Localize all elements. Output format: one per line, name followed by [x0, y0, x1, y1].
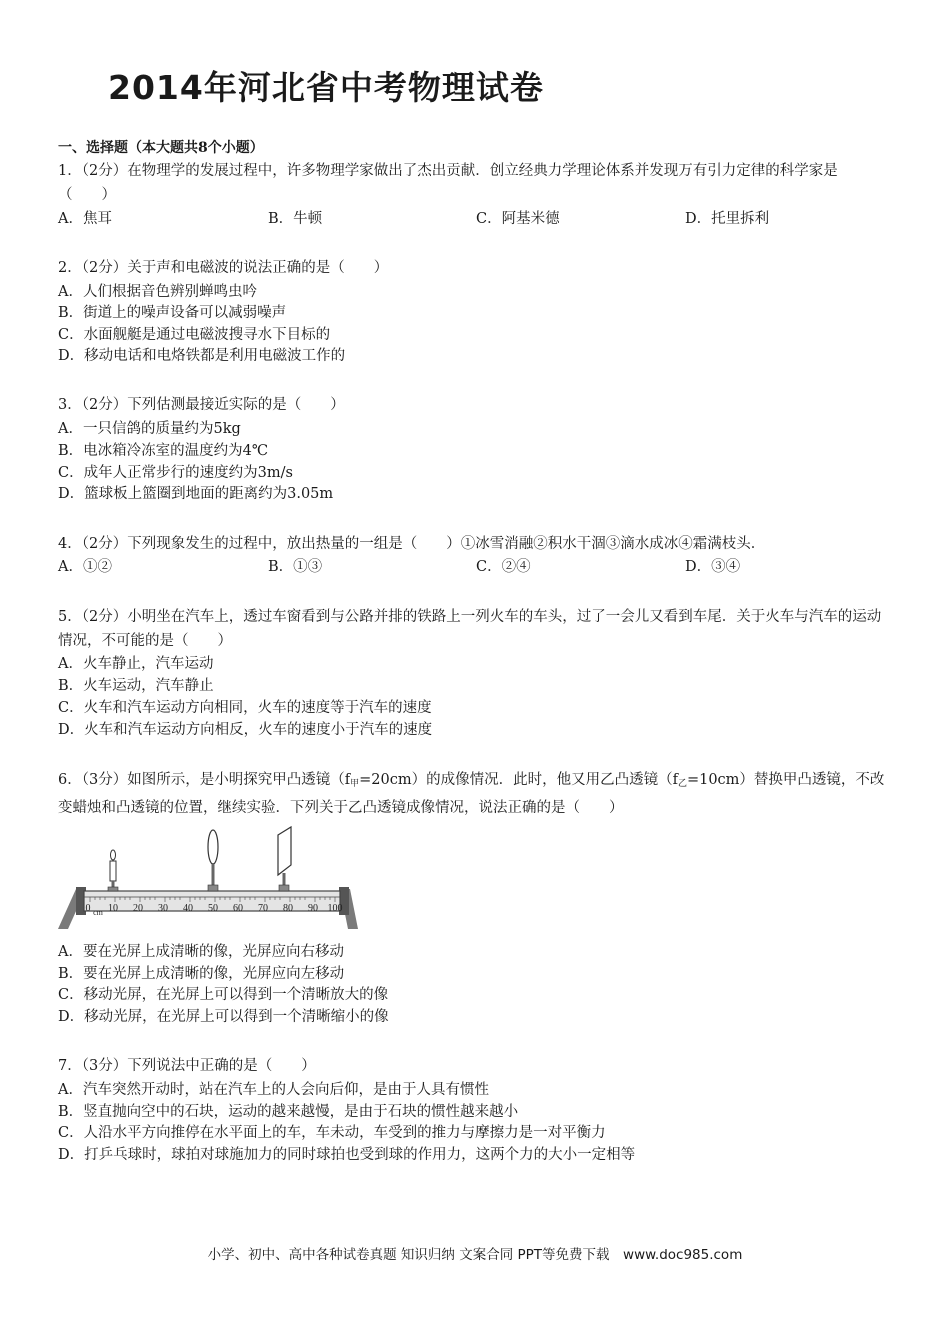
q7-option-d: D．打乒乓球时，球拍对球施加力的同时球拍也受到球的作用力，这两个力的大小一定相等	[58, 1147, 636, 1163]
q7-option-b: B．竖直抛向空中的石块，运动的越来越慢，是由于石块的惯性越来越小	[58, 1104, 519, 1120]
scale-label-90: 90	[308, 903, 318, 914]
q2-option-d: D．移动电话和电烙铁都是利用电磁波工作的	[58, 348, 346, 364]
q1-option-a: A．焦耳	[58, 211, 112, 227]
question-3-text: 3．（2分）下列估测最接近实际的是（ ）	[58, 397, 345, 413]
page-title: 2014年河北省中考物理试卷	[108, 68, 544, 107]
scale-zero-label: 0	[85, 903, 91, 914]
scale-label-10: 10	[108, 903, 118, 914]
q1-option-d: D．托里拆利	[685, 211, 770, 227]
scale-label-70: 70	[258, 903, 268, 914]
q6-option-b: B．要在光屏上成清晰的像，光屏应向左移动	[58, 966, 345, 982]
q7-option-a: A．汽车突然开动时，站在汽车上的人会向后仰，是由于人具有惯性	[58, 1082, 489, 1098]
q2-option-c: C．水面舰艇是通过电磁波搜寻水下目标的	[58, 327, 331, 343]
q6-option-a: A．要在光屏上成清晰的像，光屏应向右移动	[58, 944, 344, 960]
question-2-text: 2．（2分）关于声和电磁波的说法正确的是（ ）	[58, 260, 389, 276]
q4-option-b: B．①③	[268, 559, 323, 575]
question-5-text: 5．（2分）小明坐在汽车上，透过车窗看到与公路并排的铁路上一列火车的车头，过了一会儿又看到车尾．关于火车与汽车的运动情况，不可能的是（ ）	[58, 609, 882, 649]
q1-option-c: C．阿基米德	[476, 211, 560, 227]
scale-label-20: 20	[133, 903, 143, 914]
convex-lens	[208, 830, 218, 891]
scale-label-100: 100	[327, 903, 343, 914]
section-heading: 一、选择题（本大题共8个小题）	[58, 140, 264, 156]
question-4-text: 4．（2分）下列现象发生的过程中，放出热量的一组是（ ）①冰雪消融②积水干涸③滴水成冰④霜满枝头．	[58, 536, 766, 552]
question-1-text: 1．（2分）在物理学的发展过程中，许多物理学家做出了杰出贡献．创立经典力学理论体系并发现万有引力定律的科学家是（ ）	[58, 163, 838, 203]
q2-option-b: B．街道上的噪声设备可以减弱噪声	[58, 305, 287, 321]
q5-option-d: D．火车和汽车运动方向相反，火车的速度小于汽车的速度	[58, 722, 433, 738]
scale-label-50: 50	[208, 903, 218, 914]
optical-bench-figure	[58, 825, 358, 935]
q5-option-c: C．火车和汽车运动方向相同，火车的速度等于汽车的速度	[58, 700, 432, 716]
page-footer: 小学、初中、高中各种试卷真题 知识归纳 文案合同 PPT等免费下载 www.doc985.com	[207, 1247, 743, 1263]
question-6-text: 6．（3分）如图所示，是小明探究甲凸透镜$(f_甲=20cm)$的成像情况．此时，他又用乙凸透镜$(f_乙=10cm)$替换甲凸透镜，不改变蜡烛和凸透镜的位置，继续实验．下列关于乙凸透镜成像情况，说法正确的是（ ）	[58, 772, 885, 816]
candle	[108, 850, 118, 891]
scale-label-80: 80	[283, 903, 293, 914]
q2-option-a: A．人们根据音色辨别蝉鸣虫吟	[58, 284, 257, 300]
q6-option-c: C．移动光屏，在光屏上可以得到一个清晰放大的像	[58, 987, 389, 1003]
q4-option-c: C．②④	[476, 559, 531, 575]
q3-option-d: D．篮球板上篮圈到地面的距离约为3.05m	[58, 486, 334, 502]
q3-option-a: A．一只信鸽的质量约为5kg	[58, 421, 241, 437]
q3-option-b: B．电冰箱冷冻室的温度约为4℃	[58, 443, 269, 459]
q4-option-d: D．③④	[685, 559, 741, 575]
q5-option-b: B．火车运动，汽车静止	[58, 678, 214, 694]
scale-label-60: 60	[233, 903, 243, 914]
scale-label-40: 40	[183, 903, 193, 914]
q7-option-c: C．人沿水平方向推停在水平面上的车，车未动，车受到的推力与摩擦力是一对平衡力	[58, 1125, 606, 1141]
light-screen	[278, 827, 291, 891]
q4-option-a: A．①②	[58, 559, 112, 575]
q5-option-a: A．火车静止，汽车运动	[58, 656, 214, 672]
scale-label-30: 30	[158, 903, 168, 914]
q6-option-d: D．移动光屏，在光屏上可以得到一个清晰缩小的像	[58, 1009, 389, 1025]
question-7-text: 7．（3分）下列说法中正确的是（ ）	[58, 1058, 316, 1074]
q1-option-b: B．牛顿	[268, 211, 323, 227]
q3-option-c: C．成年人正常步行的速度约为3m/s	[58, 465, 293, 481]
scale-unit-label: cm	[93, 908, 103, 917]
